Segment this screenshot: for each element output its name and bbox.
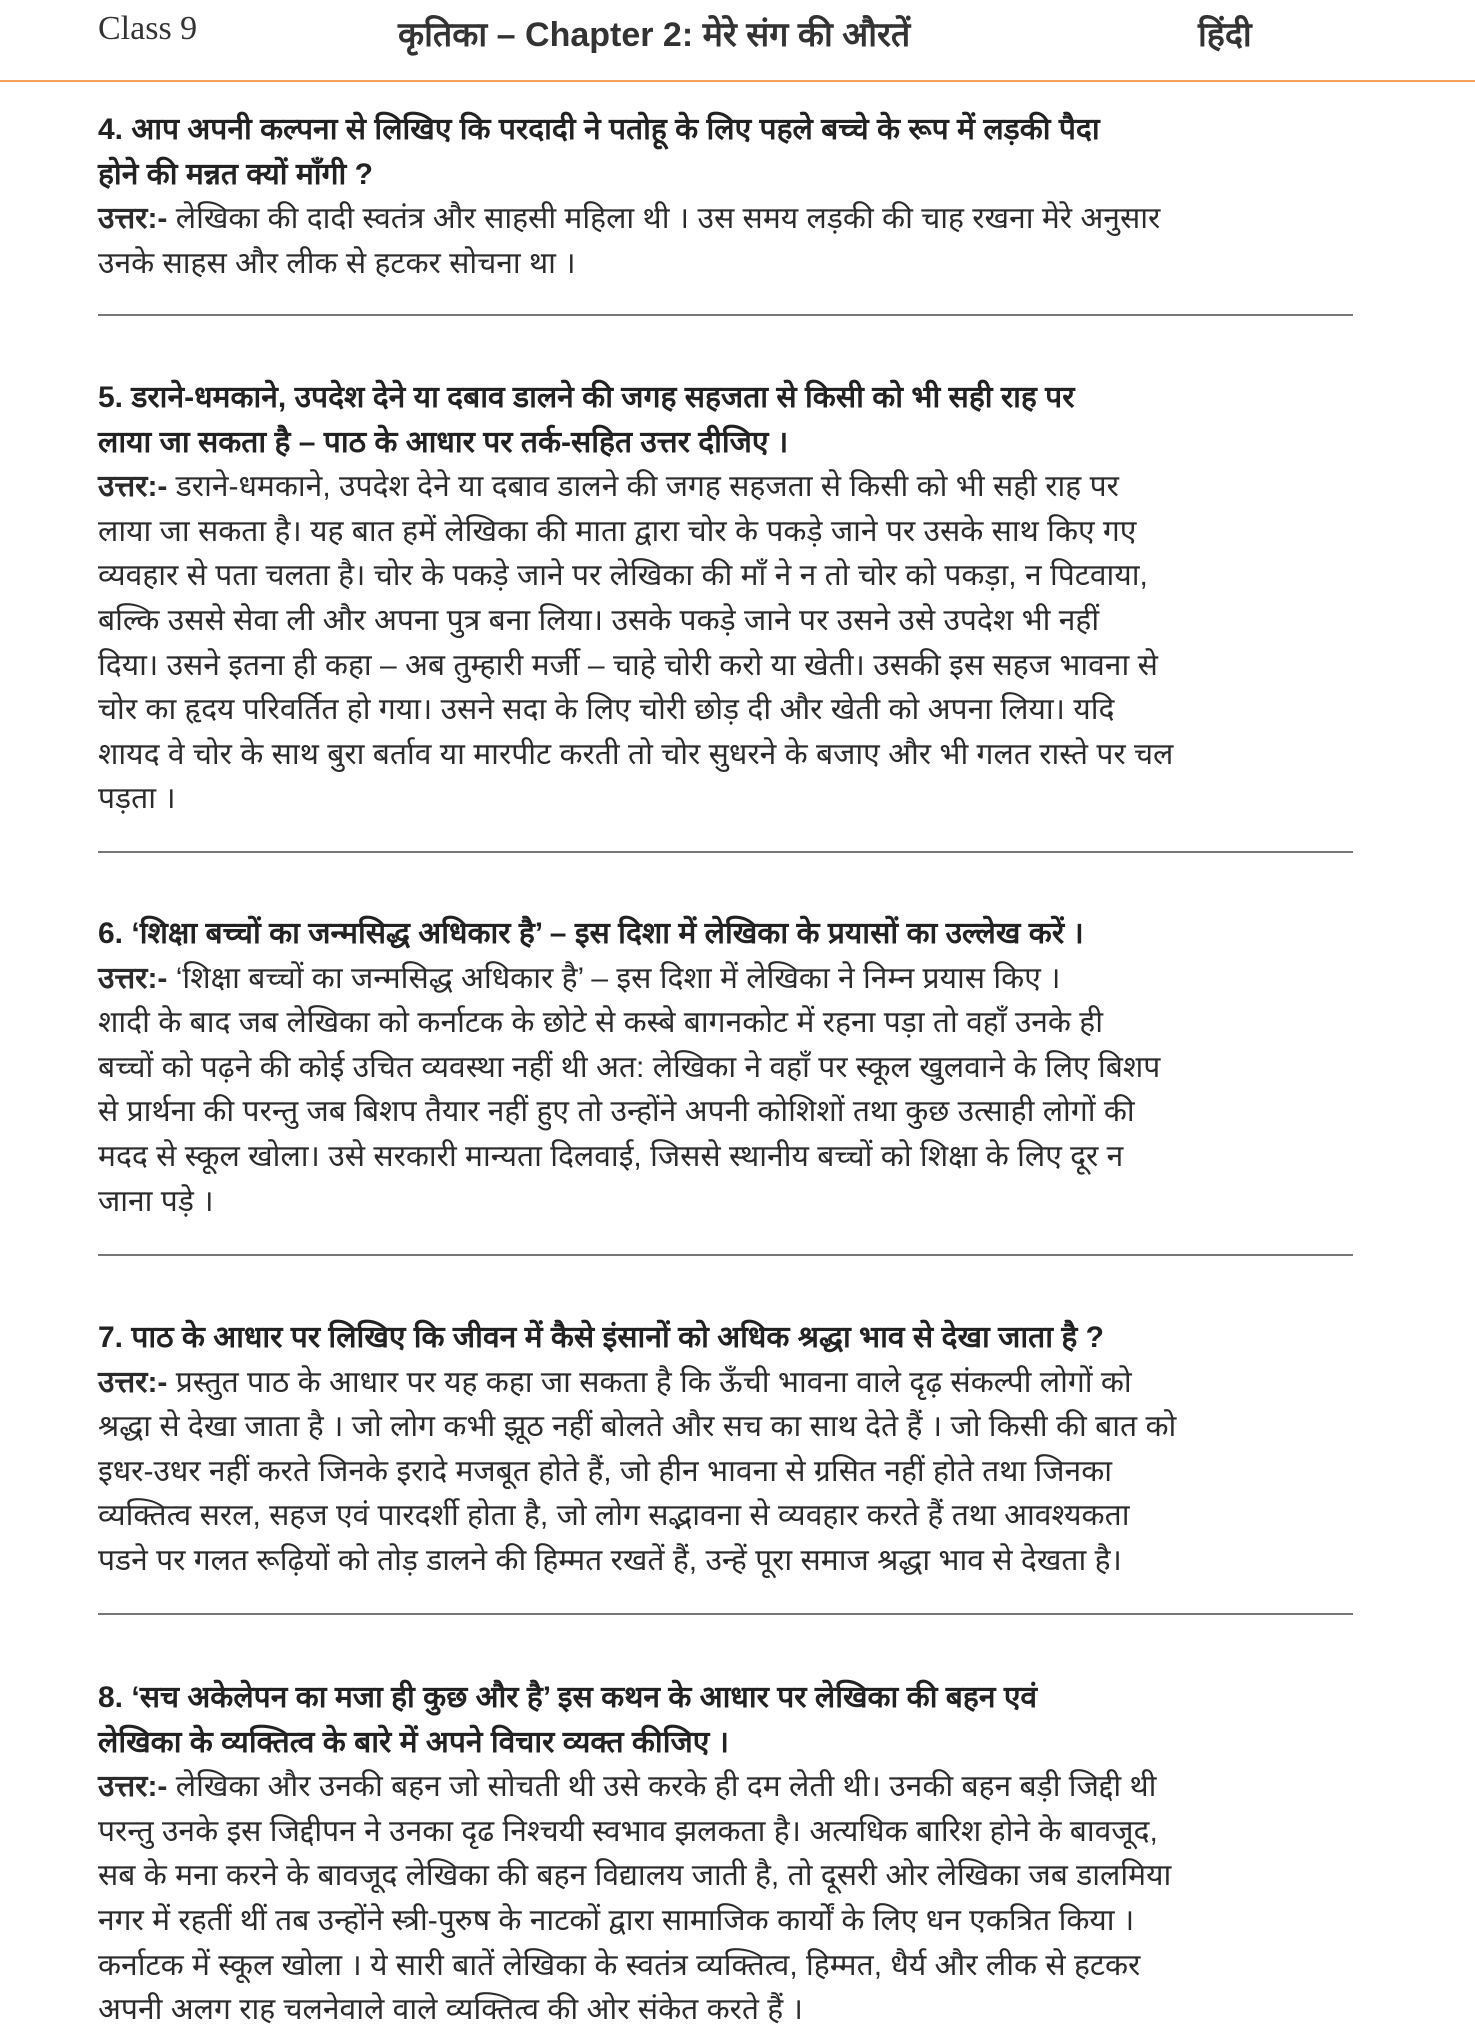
- question-line: 7. पाठ के आधार पर लिखिए कि जीवन में कैसे इंसानों को अधिक श्रद्धा भाव से देखा जाता है ?: [98, 1321, 1104, 1354]
- answer-line: से प्रार्थना की परन्तु जब बिशप तैयार नहीं हुए तो उन्होंने अपनी कोशिशों तथा कुछ उत्साही लोगों की: [98, 1095, 1135, 1129]
- answer-line: परन्तु उनके इस जिद्दीपन ने उनका दृढ निश्चयी स्वभाव झलकता है। अत्यधिक बारिश होने के बावजूद,: [98, 1814, 1158, 1848]
- answer-line: दिया। उसने इतना ही कहा – अब तुम्हारी मर्जी – चाहे चोरी करो या खेती। उसकी इस सहज भावना से: [98, 648, 1158, 682]
- answer-line: शादी के बाद जब लेखिका को कर्नाटक के छोटे से कस्बे बागनकोट में रहना पड़ा तो वहाँ उनके ही: [98, 1006, 1103, 1040]
- answer-line: [98, 957, 1398, 1002]
- question-line: 8. ‘सच अकेलेपन का मजा ही कुछ और है’ इस कथन के आधार पर लेखिका की बहन एवं: [98, 1681, 1038, 1714]
- section-divider: [98, 1254, 1353, 1256]
- answer-first-line: लेखिका और उनकी बहन जो सोचती थी उसे करके ही दम लेती थी। उनकी बहन बड़ी जिद्दी थी: [167, 1770, 1157, 1804]
- answer-line: [98, 1361, 1398, 1406]
- answer-line: व्यवहार से पता चलता है। चोर के पकड़े जाने पर लेखिका की माँ ने न तो चोर को पकड़ा, न पिटवाया,: [98, 559, 1148, 593]
- answer-line: कर्नाटक में स्कूल खोला । ये सारी बातें लेखिका के स्वतंत्र व्यक्तित्व, हिम्मत, धैर्य और लीक से हटकर: [98, 1948, 1141, 1982]
- answer-line: चोर का हृदय परिवर्तित हो गया। उसने सदा के लिए चोरी छोड़ दी और खेती को अपना लिया। यदि: [98, 693, 1115, 727]
- question-line: 6. ‘शिक्षा बच्चों का जन्मसिद्ध अधिकार है’ – इस दिशा में लेखिका के प्रयासों का उल्लेख करें ।: [98, 917, 1084, 950]
- question-block: [98, 1676, 1398, 2033]
- question-line: 5. डराने-धमकाने, उपदेश देने या दबाव डालने की जगह सहजता से किसी को भी सही राह पर: [98, 381, 1075, 414]
- question-block: [98, 1316, 1398, 1584]
- answer-line: पड़ता ।: [98, 782, 176, 816]
- question-line: लेखिका के व्यक्तित्व के बारे में अपने विचार व्यक्त कीजिए ।: [98, 1725, 730, 1759]
- answer-text: [98, 957, 1398, 1225]
- answer-line: व्यक्तित्व सरल, सहज एवं पारदर्शी होता है, जो लोग सद्भावना से व्यवहार करते हैं तथा आवश्यकता: [98, 1499, 1130, 1533]
- question-line: लाया जा सकता है – पाठ के आधार पर तर्क-सहित उत्तर दीजिए ।: [98, 425, 789, 459]
- answer-text: [98, 197, 1398, 286]
- answer-line: शायद वे चोर के साथ बुरा बर्ताव या मारपीट करती तो चोर सुधरने के बजाए और भी गलत रास्ते पर चल: [98, 737, 1174, 771]
- answer-line: बच्चों को पढ़ने की कोई उचित व्यवस्था नहीं थी अत: लेखिका ने वहाँ पर स्कूल खुलवाने के लिए बिशप: [98, 1050, 1161, 1084]
- answer-line: इधर-उधर नहीं करते जिनके इरादे मजबूत होते हैं, जो हीन भावना से ग्रसित नहीं होते तथा जिनका: [98, 1454, 1113, 1488]
- question-block: [98, 376, 1398, 822]
- answer-line: नगर में रहतीं थीं तब उन्होंने स्त्री-पुरुष के नाटकों द्वारा सामाजिक कार्यों के लिए धन एकत्रित किया ।: [98, 1903, 1135, 1937]
- section-divider: [98, 314, 1353, 316]
- question-block: [98, 108, 1398, 286]
- question-text: [98, 108, 1398, 197]
- answer-first-line: डराने-धमकाने, उपदेश देने या दबाव डालने की जगह सहजता से किसी को भी सही राह पर: [167, 470, 1119, 504]
- question-text: [98, 912, 1398, 957]
- subject-label: हिंदी: [1198, 16, 1252, 54]
- answer-label: उत्तर:-: [98, 1770, 168, 1804]
- page-header: [0, 0, 1475, 80]
- answer-text: [98, 1361, 1398, 1584]
- answer-line: [98, 197, 1398, 242]
- answer-line: मदद से स्कूल खोला। उसे सरकारी मान्यता दिलवाई, जिससे स्थानीय बच्चों को शिक्षा के लिए दूर न: [98, 1139, 1124, 1173]
- answer-first-line: लेखिका की दादी स्वतंत्र और साहसी महिला थी । उस समय लड़की की चाह रखना मेरे अनुसार: [167, 202, 1161, 236]
- answer-label: उत्तर:-: [98, 961, 168, 995]
- chapter-title: कृतिका – Chapter 2: मेरे संग की औरतें: [398, 16, 911, 54]
- question-text: [98, 1316, 1398, 1361]
- answer-line: [98, 465, 1398, 510]
- question-text: [98, 376, 1398, 465]
- question-line: 4. आप अपनी कल्पना से लिखिए कि परदादी ने पतोहू के लिए पहले बच्चे के रूप में लड़की पैदा: [98, 113, 1100, 146]
- header-rule: [0, 80, 1475, 82]
- answer-line: उनके साहस और लीक से हटकर सोचना था ।: [98, 246, 576, 280]
- answer-line: [98, 1765, 1398, 1810]
- class-label: Class 9: [98, 10, 198, 47]
- answer-line: पडने पर गलत रूढ़ियों को तोड़ डालने की हिम्मत रखतें हैं, उन्हें पूरा समाज श्रद्धा भाव से देखता है।: [98, 1543, 1122, 1577]
- question-block: [98, 912, 1398, 1224]
- answer-text: [98, 1765, 1398, 2033]
- answer-label: उत्तर:-: [98, 470, 168, 504]
- answer-line: बल्कि उससे सेवा ली और अपना पुत्र बना लिया। उसके पकड़े जाने पर उसने उसे उपदेश भी नहीं: [98, 603, 1100, 637]
- answer-label: उत्तर:-: [98, 202, 168, 236]
- answer-first-line: प्रस्तुत पाठ के आधार पर यह कहा जा सकता है कि ऊँची भावना वाले दृढ़ संकल्पी लोगों को: [167, 1365, 1132, 1399]
- answer-line: सब के मना करने के बावजूद लेखिका की बहन विद्यालय जाती है, तो दूसरी ओर लेखिका जब डालमिया: [98, 1859, 1172, 1893]
- answer-label: उत्तर:-: [98, 1365, 168, 1399]
- answer-line: श्रद्धा से देखा जाता है । जो लोग कभी झूठ नहीं बोलते और सच का साथ देते हैं । जो किसी की बात को: [98, 1410, 1177, 1444]
- answer-line: अपनी अलग राह चलनेवाले वाले व्यक्तित्व की ओर संकेत करते हैं ।: [98, 1993, 803, 2027]
- answer-text: [98, 465, 1398, 822]
- answer-line: लाया जा सकता है। यह बात हमें लेखिका की माता द्वारा चोर के पकड़े जाने पर उसके साथ किए गए: [98, 514, 1137, 548]
- section-divider: [98, 1613, 1353, 1615]
- section-divider: [98, 851, 1353, 853]
- question-line: होने की मन्नत क्यों माँगी ?: [98, 157, 373, 191]
- answer-first-line: ‘शिक्षा बच्चों का जन्मसिद्ध अधिकार है’ – इस दिशा में लेखिका ने निम्न प्रयास किए ।: [167, 961, 1061, 995]
- question-text: [98, 1676, 1398, 1765]
- answer-line: जाना पड़े ।: [98, 1184, 214, 1218]
